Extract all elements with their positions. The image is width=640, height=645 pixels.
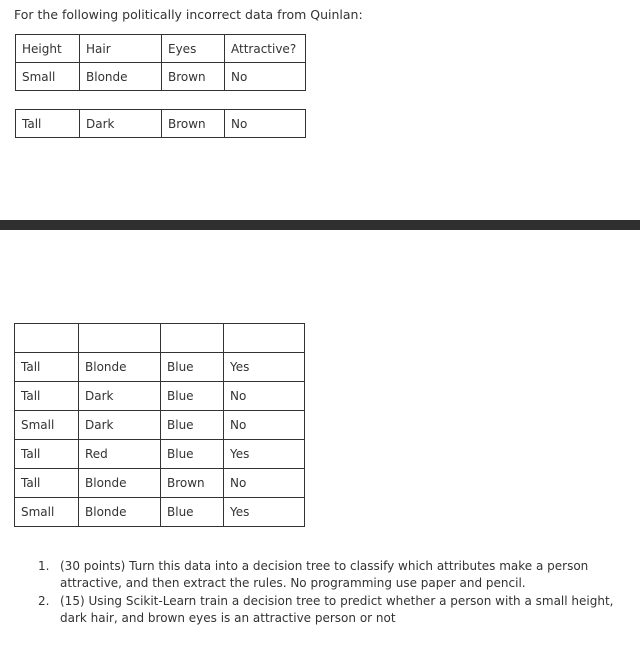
cell-height: Tall — [15, 353, 79, 382]
spacer-cell — [16, 91, 80, 110]
table-row — [15, 324, 305, 353]
list-item — [38, 593, 628, 627]
cell-eyes: Blue — [161, 440, 224, 469]
section-divider — [0, 220, 640, 230]
spacer-cell — [80, 91, 162, 110]
cell-height: Tall — [15, 382, 79, 411]
header-height: Height — [16, 35, 80, 63]
table-row — [15, 469, 305, 498]
question-number: 2. — [38, 594, 50, 608]
table-row — [15, 353, 305, 382]
cell-eyes: Brown — [162, 110, 225, 138]
cell-hair: Dark — [80, 110, 162, 138]
question-number: 1. — [38, 559, 50, 573]
cell-height — [15, 324, 79, 353]
cell-eyes: Brown — [162, 63, 225, 91]
header-eyes: Eyes — [162, 35, 225, 63]
cell-height: Small — [16, 63, 80, 91]
cell-hair: Blonde — [79, 353, 161, 382]
table-header-row — [16, 35, 306, 63]
table-row — [15, 440, 305, 469]
cell-attractive: No — [224, 411, 305, 440]
cell-attractive: Yes — [224, 498, 305, 527]
cell-eyes: Blue — [161, 411, 224, 440]
cell-attractive: No — [225, 110, 306, 138]
cell-height: Tall — [16, 110, 80, 138]
table-spacer-row — [16, 91, 306, 110]
table-row — [15, 382, 305, 411]
cell-eyes: Blue — [161, 498, 224, 527]
question-text: (30 points) Turn this data into a decision tree to classify which attributes make a person attractive, and then extract the rules. No programming use paper and pencil. — [60, 559, 589, 590]
header-attractive: Attractive? — [225, 35, 306, 63]
cell-hair: Dark — [79, 382, 161, 411]
data-table-bottom — [14, 323, 305, 527]
cell-attractive: No — [225, 63, 306, 91]
cell-eyes — [161, 324, 224, 353]
cell-height: Small — [15, 411, 79, 440]
header-hair: Hair — [80, 35, 162, 63]
question-list — [38, 558, 628, 628]
list-item — [38, 558, 628, 592]
cell-hair: Red — [79, 440, 161, 469]
question-text: (15) Using Scikit-Learn train a decision tree to predict whether a person with a small height, dark hair, and brown eyes is an attractive person or not — [60, 594, 614, 625]
cell-attractive: No — [224, 469, 305, 498]
spacer-cell — [225, 91, 306, 110]
cell-hair: Blonde — [79, 498, 161, 527]
cell-eyes: Blue — [161, 382, 224, 411]
cell-hair — [79, 324, 161, 353]
cell-height: Small — [15, 498, 79, 527]
table-row — [15, 498, 305, 527]
cell-hair: Dark — [79, 411, 161, 440]
cell-height: Tall — [15, 469, 79, 498]
spacer-cell — [162, 91, 225, 110]
cell-hair: Blonde — [80, 63, 162, 91]
data-table-top — [15, 34, 306, 138]
cell-attractive: Yes — [224, 440, 305, 469]
intro-text: For the following politically incorrect data from Quinlan: — [14, 7, 363, 22]
cell-hair: Blonde — [79, 469, 161, 498]
table-row — [16, 110, 306, 138]
table-row — [16, 63, 306, 91]
cell-attractive — [224, 324, 305, 353]
cell-attractive: No — [224, 382, 305, 411]
cell-eyes: Brown — [161, 469, 224, 498]
cell-attractive: Yes — [224, 353, 305, 382]
cell-eyes: Blue — [161, 353, 224, 382]
cell-height: Tall — [15, 440, 79, 469]
table-row — [15, 411, 305, 440]
